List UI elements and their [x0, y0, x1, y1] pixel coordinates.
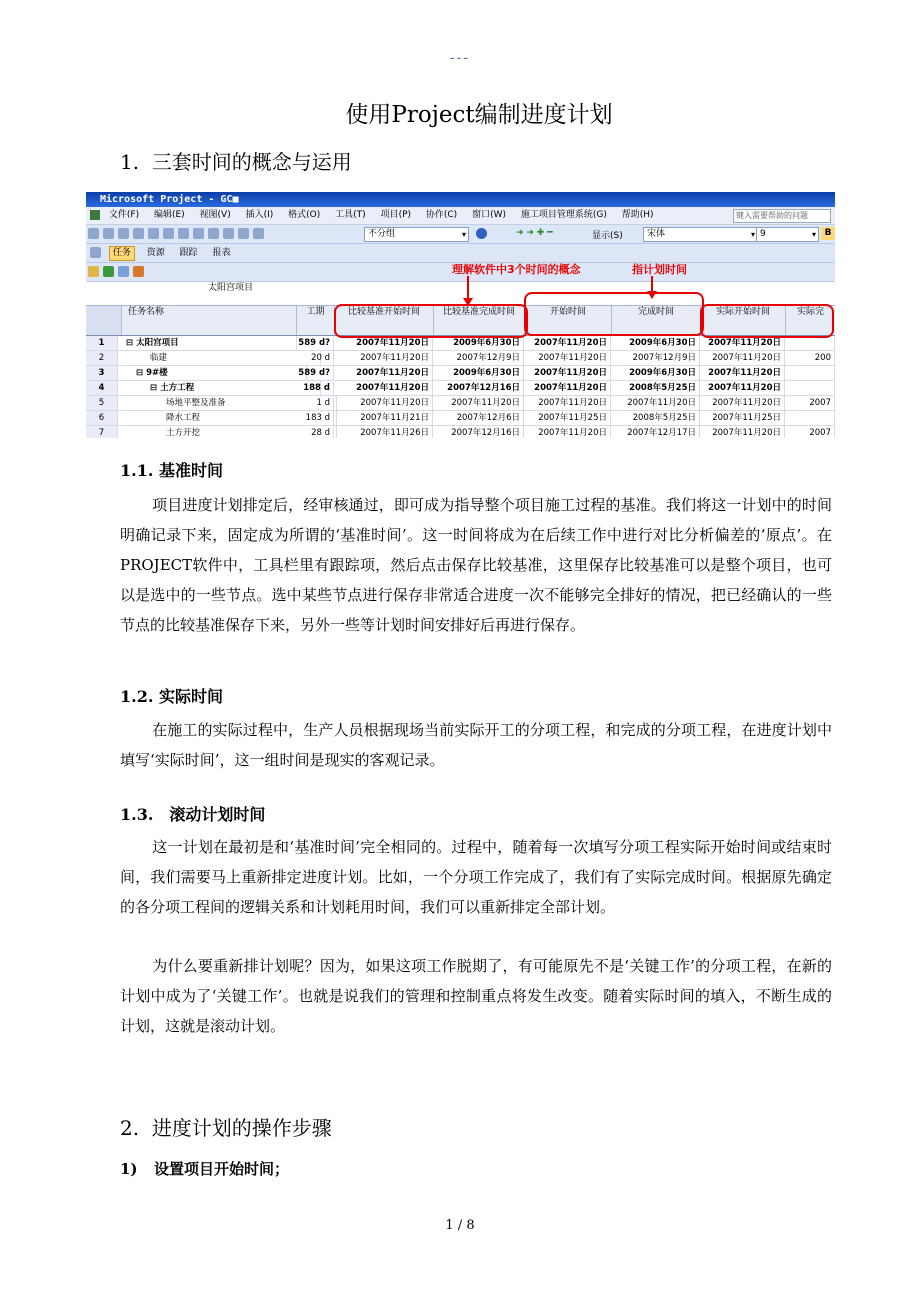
table-row[interactable]: [86, 366, 835, 381]
cell-n[interactable]: 6: [86, 411, 118, 425]
subsection-1-1-text: [120, 490, 832, 640]
cell-name[interactable]: 降水工程: [122, 411, 337, 425]
cell-bs[interactable]: 2007年11月21日: [335, 411, 433, 425]
cell-as[interactable]: 2007年11月20日: [701, 396, 785, 410]
step-1-text: 设置项目开始时间；: [154, 1160, 290, 1178]
annotation-plan-time: 指计划时间: [632, 263, 687, 276]
actual-time-highlight-box: [700, 304, 834, 338]
menu-project[interactable]: 项目(P): [380, 210, 412, 220]
section-1-title: 三套时间的概念与运用: [151, 150, 352, 174]
menu-view[interactable]: 视图(V): [199, 210, 231, 220]
cell-s[interactable]: 2007年11月20日: [525, 366, 611, 380]
window-title-bar: Microsoft Project - GC■: [86, 192, 835, 207]
cell-af[interactable]: [786, 336, 835, 350]
cell-as[interactable]: 2007年11月20日: [701, 381, 785, 395]
cell-s[interactable]: 2007年11月20日: [525, 396, 611, 410]
track-button[interactable]: 跟踪: [179, 248, 198, 258]
ms-project-screenshot: [86, 192, 835, 438]
cell-af[interactable]: 2007: [786, 396, 835, 410]
section-2-heading: [120, 1112, 332, 1141]
cell-name[interactable]: 土方开挖: [122, 426, 337, 438]
table-row[interactable]: [86, 426, 835, 438]
cell-as[interactable]: 2007年11月20日: [701, 351, 785, 365]
cell-s[interactable]: 2007年11月20日: [525, 426, 611, 438]
cell-dur[interactable]: 589 d?: [297, 336, 334, 350]
cell-s[interactable]: 2007年11月20日: [525, 351, 611, 365]
plan-time-highlight-box: [524, 292, 704, 336]
cell-f[interactable]: 2007年12月17日: [612, 426, 700, 438]
subsection-1-1-heading: 1.1. 基准时间: [120, 461, 223, 480]
cell-name[interactable]: ⊟ 太阳宫项目: [122, 336, 297, 350]
cell-name[interactable]: ⊟ 土方工程: [122, 381, 321, 395]
page-number: 1 / 8: [445, 1218, 475, 1233]
col-start[interactable]: 开始时间: [525, 306, 612, 335]
table-row[interactable]: [86, 411, 835, 426]
document-title: 使用Project编制进度计划: [345, 102, 613, 128]
cell-name[interactable]: 场地平整及准备: [122, 396, 337, 410]
cell-as[interactable]: 2007年11月20日: [701, 336, 785, 350]
menu-edit[interactable]: 编辑(E): [153, 210, 185, 220]
bold-button[interactable]: B: [821, 227, 835, 240]
cell-f[interactable]: 2008年5月25日: [612, 411, 700, 425]
col-duration[interactable]: 工期: [297, 306, 335, 335]
cell-dur[interactable]: 589 d?: [297, 366, 334, 380]
subsection-1-3-body-1: 这一计划在最初是和‘基准时间’完全相同的。过程中，随着每一次填写分项工程实际开始时间或结束时间，我们需要马上重新排定进度计划。比如，一个分项工作完成了，我们有了实际完成时间。根据原先确定的各分项工程间的逻辑关系和计划耗用时间，我们可以重新排定全部计划。: [120, 838, 832, 916]
cell-af[interactable]: [786, 381, 835, 395]
cell-af[interactable]: [786, 411, 835, 425]
menu-collaborate[interactable]: 协作(C): [425, 210, 458, 220]
resources-button[interactable]: 资源: [146, 248, 165, 258]
cell-bf[interactable]: 2007年12月9日: [434, 351, 524, 365]
cell-n[interactable]: 3: [86, 366, 118, 380]
section-2-number: 2.: [120, 1116, 140, 1140]
table-row[interactable]: [86, 396, 835, 411]
font-combo[interactable]: 宋体 ▾: [643, 227, 758, 242]
section-1-heading: [120, 146, 352, 175]
tasks-button[interactable]: 任务: [109, 246, 135, 261]
step-1: [120, 1158, 289, 1179]
col-baseline-finish[interactable]: 比较基准完成时间: [434, 306, 525, 335]
col-task-name[interactable]: 任务名称: [122, 306, 297, 335]
cell-bf[interactable]: 2007年12月16日: [434, 381, 524, 395]
cell-f[interactable]: 2009年6月30日: [612, 366, 700, 380]
cell-s[interactable]: 2007年11月20日: [525, 336, 611, 350]
cell-dur[interactable]: 188 d: [297, 381, 334, 395]
cell-n[interactable]: 4: [86, 381, 118, 395]
header-corner: [86, 306, 122, 335]
col-finish[interactable]: 完成时间: [612, 306, 701, 335]
page-header-mark: ---: [449, 50, 471, 66]
group-combo[interactable]: 不分组 ▾: [364, 227, 469, 242]
font-size-combo[interactable]: 9 ▾: [756, 227, 819, 242]
task-rows: [86, 336, 835, 438]
cell-s[interactable]: 2007年11月25日: [525, 411, 611, 425]
entry-bar-value: 太阳宫项目: [208, 283, 254, 293]
section-1-number: 1.: [120, 150, 140, 174]
cell-af[interactable]: 200: [786, 351, 835, 365]
cell-bs[interactable]: 2007年11月20日: [335, 336, 433, 350]
cell-s[interactable]: 2007年11月20日: [525, 381, 611, 395]
cell-f[interactable]: 2008年5月25日: [612, 381, 700, 395]
cell-bf[interactable]: 2007年12月6日: [434, 411, 524, 425]
cell-bs[interactable]: 2007年11月26日: [335, 426, 433, 438]
menu-construction-system[interactable]: 施工项目管理系统(G): [520, 210, 607, 220]
subsection-1-3-body-2: 为什么要重新排计划呢？因为，如果这项工作脱期了，有可能原先不是‘关键工作’的分项工程，在新的计划中成为了‘关键工作’。也就是说我们的管理和控制重点将发生改变。随着实际时间的填入，不断生成的计划，这就是滚动计划。: [120, 957, 832, 1035]
cell-as[interactable]: 2007年11月25日: [701, 411, 785, 425]
cell-as[interactable]: 2007年11月20日: [701, 426, 785, 438]
baseline-highlight-box: [334, 304, 528, 338]
subsection-1-3-text-1: [120, 832, 832, 922]
menu-tools[interactable]: 工具(T): [335, 210, 366, 220]
menu-insert[interactable]: 插入(I): [245, 210, 274, 220]
table-row[interactable]: [86, 381, 835, 396]
cell-dur[interactable]: 20 d: [297, 351, 334, 365]
cell-as[interactable]: 2007年11月20日: [701, 366, 785, 380]
cell-dur[interactable]: 28 d: [297, 426, 334, 438]
subsection-1-2-heading: 1.2. 实际时间: [120, 687, 223, 706]
subsection-1-2-text: [120, 715, 832, 775]
col-actual-finish[interactable]: 实际完: [796, 307, 824, 317]
cell-bs[interactable]: 2007年11月20日: [335, 351, 433, 365]
menu-file[interactable]: 文件(F): [108, 210, 140, 220]
cell-af[interactable]: 2007: [786, 426, 835, 438]
cell-f[interactable]: 2009年6月30日: [612, 336, 700, 350]
cell-f[interactable]: 2007年11月20日: [612, 396, 700, 410]
table-row[interactable]: [86, 336, 835, 351]
cell-name[interactable]: 临建: [122, 351, 321, 365]
nav-arrows-icon[interactable]: ➜ ➜ ✚ ━: [516, 228, 553, 238]
cell-bs[interactable]: 2007年11月20日: [335, 366, 433, 380]
cell-n[interactable]: 1: [86, 336, 118, 350]
subsection-1-1-body: 项目进度计划排定后，经审核通过，即可成为指导整个项目施工过程的基准。我们将这一计划中的时间明确记录下来，固定成为所谓的‘基准时间’。这一时间将成为在后续工作中进行对比分析偏差的‘原点’。在PROJECT软件中，工具栏里有跟踪项，然后点击保存比较基准，这里保存比较基准可以是整个项目，也可以是选中的一些节点。选中某些节点进行保存非常适合进度一次不能够完全排好的情况，把已经确认的一些节点的比较基准保存下来，另外一些等计划时间安排好后再进行保存。: [120, 496, 832, 634]
cell-af[interactable]: [786, 366, 835, 380]
cell-bs[interactable]: 2007年11月20日: [335, 396, 433, 410]
subsection-1-3-text-2: [120, 951, 832, 1041]
cell-dur[interactable]: 1 d: [297, 396, 334, 410]
col-baseline-start[interactable]: 比较基准开始时间: [335, 306, 434, 335]
cell-dur[interactable]: 183 d: [297, 411, 334, 425]
cell-n[interactable]: 5: [86, 396, 118, 410]
cell-bf[interactable]: 2009年6月30日: [434, 366, 524, 380]
col-actual-start[interactable]: 实际开始时间: [701, 306, 786, 335]
cell-bs[interactable]: 2007年11月20日: [335, 381, 433, 395]
cell-bf[interactable]: 2009年6月30日: [434, 336, 524, 350]
show-label[interactable]: 显示(S): [592, 231, 623, 241]
menu-format[interactable]: 格式(O): [288, 210, 321, 220]
help-search-input[interactable]: 键入需要帮助的问题: [733, 209, 831, 223]
subsection-1-2-body: 在施工的实际过程中，生产人员根据现场当前实际开工的分项工程，和完成的分项工程，在进度计划中填写‘实际时间’，这一组时间是现实的客观记录。: [120, 721, 832, 769]
cell-bf[interactable]: 2007年11月20日: [434, 396, 524, 410]
report-button[interactable]: 报表: [212, 248, 231, 258]
menu-window[interactable]: 窗口(W): [472, 210, 506, 220]
annotation-time-concepts: 理解软件中3个时间的概念: [452, 263, 581, 276]
cell-n[interactable]: 2: [86, 351, 118, 365]
menu-help[interactable]: 帮助(H): [621, 210, 654, 220]
cell-name[interactable]: ⊟ 9#楼: [122, 366, 307, 380]
step-1-number: 1): [120, 1160, 138, 1178]
table-row[interactable]: [86, 351, 835, 366]
subsection-1-3-heading: 1.3. 滚动计划时间: [120, 805, 266, 824]
section-2-title: 进度计划的操作步骤: [151, 1116, 332, 1140]
cell-n[interactable]: 7: [86, 426, 118, 438]
cell-f[interactable]: 2007年12月9日: [612, 351, 700, 365]
cell-bf[interactable]: 2007年12月16日: [434, 426, 524, 438]
